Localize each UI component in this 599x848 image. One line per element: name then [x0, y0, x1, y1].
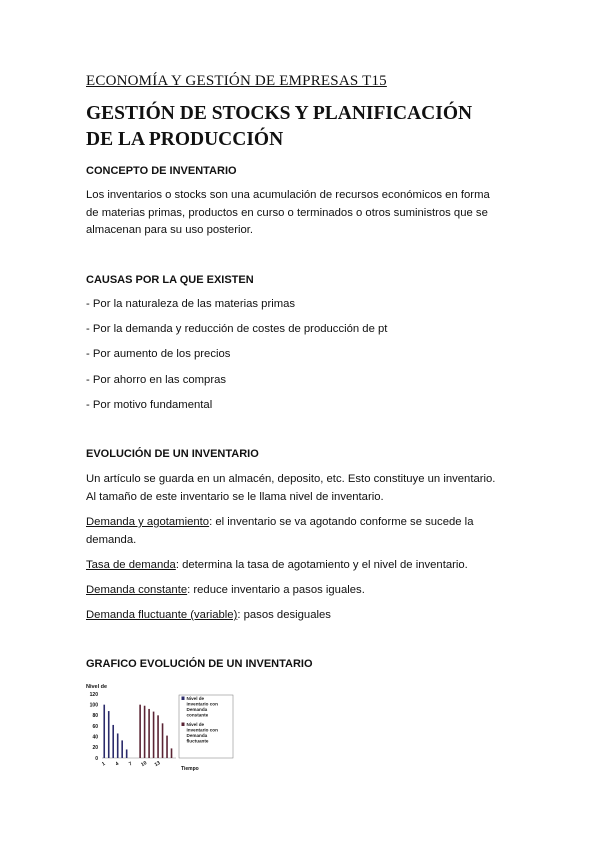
- heading-causas: CAUSAS POR LA QUE EXISTEN: [86, 274, 254, 286]
- def3-text: : reduce inventario a pasos iguales.: [187, 584, 365, 596]
- bar-demanda-fluctuante: [162, 723, 164, 758]
- causas-item-5: - Por motivo fundamental: [86, 399, 213, 411]
- subject-title: ECONOMÍA Y GESTIÓN DE EMPRESAS T15: [86, 73, 387, 89]
- legend-entry-1: Nivel de inventario con Demanda constante: [186, 696, 218, 718]
- bar-demanda-fluctuante: [166, 736, 168, 758]
- causas-item-1: - Por la naturaleza de las materias primas: [86, 298, 296, 310]
- heading-evolucion: EVOLUCIÓN DE UN INVENTARIO: [86, 448, 259, 460]
- bar-demanda-constante: [103, 705, 105, 758]
- chart-xlabel: Tiempo: [181, 766, 199, 772]
- concepto-paragraph: [86, 187, 526, 240]
- page-title: [86, 101, 526, 153]
- def1-term: Demanda y agotamiento: [86, 516, 210, 528]
- def4-text: : pasos desiguales: [237, 609, 331, 621]
- bar-demanda-fluctuante: [144, 706, 146, 758]
- legend-entry-2: Nivel de inventario con Demanda fluctuante: [186, 722, 218, 744]
- bar-demanda-fluctuante: [148, 709, 150, 758]
- evolucion-intro-line-1: Un artículo se guarda en un almacén, deposito, etc. Esto constituye un inventario.: [86, 473, 496, 485]
- causas-item-4: - Por ahorro en las compras: [86, 374, 227, 386]
- bar-demanda-constante: [117, 733, 119, 758]
- bar-demanda-fluctuante: [139, 705, 141, 758]
- bar-demanda-fluctuante: [157, 715, 159, 758]
- y-tick-label: 60: [92, 723, 98, 730]
- bar-demanda-fluctuante: [153, 712, 155, 758]
- def-tasa-demanda: [86, 557, 526, 575]
- inventory-chart: [86, 680, 266, 775]
- def-demanda-agotamiento: [86, 514, 526, 549]
- bar-demanda-constante: [112, 725, 114, 758]
- bar-demanda-constante: [108, 711, 110, 758]
- def3-term: Demanda constante: [86, 584, 188, 596]
- evolucion-intro: [86, 471, 526, 506]
- chart-legend: [179, 695, 233, 758]
- y-tick-label: 20: [92, 745, 98, 752]
- x-tick-label: 10: [140, 760, 149, 769]
- concepto-line-1: Los inventarios o stocks son una acumulación de recursos económicos en forma: [86, 189, 490, 201]
- bar-demanda-fluctuante: [171, 748, 173, 758]
- x-tick-label: 13: [153, 760, 162, 769]
- y-tick-label: 120: [89, 691, 98, 698]
- def1-text: : el inventario se va agotando conforme se sucede la: [209, 516, 474, 528]
- x-tick-label: 4: [114, 760, 120, 768]
- def1-text-2: demanda.: [86, 533, 137, 546]
- x-tick-label: 7: [127, 760, 134, 768]
- causas-item-3: - Por aumento de los precios: [86, 348, 231, 360]
- bar-demanda-constante: [126, 749, 128, 758]
- y-tick-label: 40: [92, 734, 98, 741]
- def2-text: : determina la tasa de agotamiento y el nivel de inventario.: [175, 559, 468, 571]
- def-demanda-constante: [86, 582, 526, 600]
- y-tick-label: 100: [89, 702, 98, 709]
- concepto-line-2: de materias primas, productos en curso o terminados o otros suministros que se: [86, 206, 488, 219]
- concepto-line-3: almacenan para su uso posterior.: [86, 224, 254, 236]
- x-tick-label: 1: [101, 760, 107, 768]
- def-demanda-fluctuante: [86, 607, 526, 625]
- title-line-2: DE LA PRODUCCIÓN: [86, 129, 284, 150]
- y-tick-label: 0: [95, 755, 98, 762]
- heading-concepto: CONCEPTO DE INVENTARIO: [86, 165, 237, 177]
- def4-term: Demanda fluctuante (variable): [86, 609, 238, 621]
- evolucion-intro-line-2: Al tamaño de este inventario se le llama nivel de inventario.: [86, 490, 384, 503]
- legend-swatch: [182, 723, 185, 727]
- def2-term: Tasa de demanda: [86, 559, 176, 571]
- y-tick-label: 80: [92, 713, 98, 720]
- bar-demanda-constante: [121, 740, 123, 758]
- title-line-1: GESTIÓN DE STOCKS Y PLANIFICACIÓN: [86, 103, 473, 124]
- causas-item-2: - Por la demanda y reducción de costes de producción de pt: [86, 323, 388, 335]
- legend-swatch: [182, 697, 185, 701]
- heading-grafico: GRAFICO EVOLUCIÓN DE UN INVENTARIO: [86, 658, 313, 670]
- chart-ylabel: Nivel de: [86, 684, 108, 690]
